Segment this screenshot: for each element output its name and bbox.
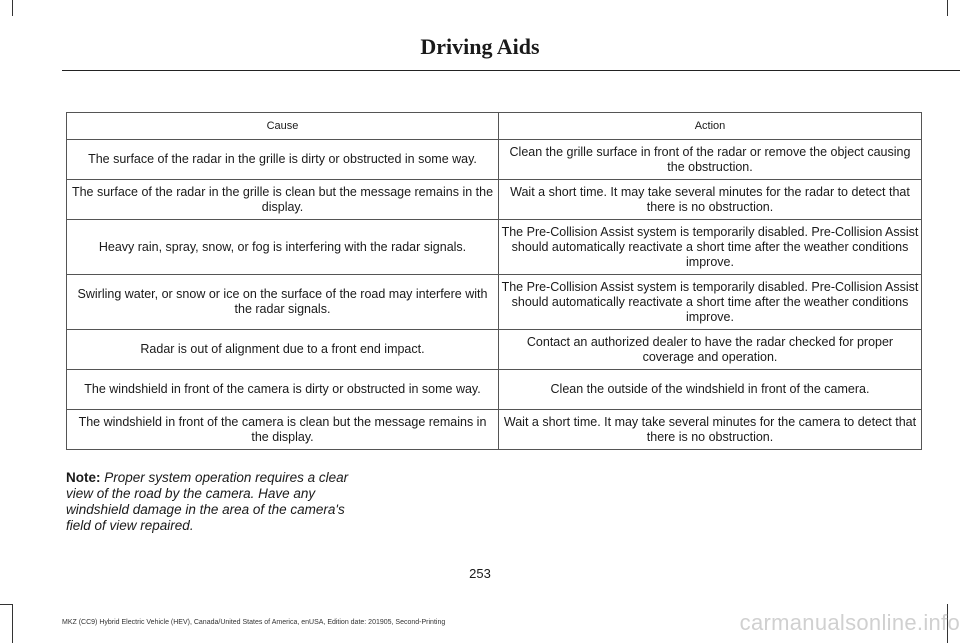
- table-header-row: [67, 113, 922, 140]
- action-cell: Clean the grille surface in front of the radar or remove the object causing the obstruction.: [499, 140, 922, 180]
- table-row: [67, 275, 922, 330]
- cause-cell: The surface of the radar in the grille is dirty or obstructed in some way.: [67, 140, 499, 180]
- cause-cell: Radar is out of alignment due to a front end impact.: [67, 330, 499, 370]
- action-cell: Clean the outside of the windshield in front of the camera.: [499, 370, 922, 410]
- column-header-cause: Cause: [67, 113, 499, 140]
- table-row: [67, 370, 922, 410]
- cause-cell: The windshield in front of the camera is dirty or obstructed in some way.: [67, 370, 499, 410]
- crop-mark-top-left: [12, 0, 13, 16]
- header-rule: [62, 70, 960, 71]
- table-row: [67, 330, 922, 370]
- column-header-action: Action: [499, 113, 922, 140]
- cause-cell: The windshield in front of the camera is clean but the message remains in the display.: [67, 410, 499, 450]
- crop-mark-top-right: [947, 0, 948, 16]
- action-cell: Contact an authorized dealer to have the radar checked for proper coverage and operation.: [499, 330, 922, 370]
- cause-cell: Swirling water, or snow or ice on the surface of the road may interfere with the radar signals.: [67, 275, 499, 330]
- watermark: carmanualsonline.info: [739, 610, 960, 635]
- edition-footer: MKZ (CC9) Hybrid Electric Vehicle (HEV), Canada/United States of America, enUSA, Edition date: 201905, Second-Printing: [62, 619, 446, 626]
- crop-mark-bottom-left: [12, 604, 13, 643]
- action-cell: The Pre-Collision Assist system is temporarily disabled. Pre-Collision Assist should automatically reactivate a short time after the weather conditions improve.: [499, 275, 922, 330]
- table-row: [67, 220, 922, 275]
- troubleshooting-table: [66, 112, 922, 450]
- note-paragraph: [66, 470, 356, 534]
- cause-cell: Heavy rain, spray, snow, or fog is interfering with the radar signals.: [67, 220, 499, 275]
- action-cell: Wait a short time. It may take several minutes for the camera to detect that there is no obstruction.: [499, 410, 922, 450]
- action-cell: The Pre-Collision Assist system is temporarily disabled. Pre-Collision Assist should automatically reactivate a short time after the weather conditions improve.: [499, 220, 922, 275]
- note-text: Proper system operation requires a clear view of the road by the camera. Have any windshield damage in the area of the camera's field of view repaired.: [66, 470, 349, 533]
- table-row: [67, 410, 922, 450]
- cause-cell: The surface of the radar in the grille is clean but the message remains in the display.: [67, 180, 499, 220]
- table-row: [67, 140, 922, 180]
- crop-mark-bottom-left-h: [0, 604, 12, 605]
- action-cell: Wait a short time. It may take several minutes for the radar to detect that there is no obstruction.: [499, 180, 922, 220]
- table-row: [67, 180, 922, 220]
- page-number: 253: [469, 566, 491, 581]
- page-title: Driving Aids: [420, 34, 540, 59]
- note-label: Note:: [66, 470, 101, 485]
